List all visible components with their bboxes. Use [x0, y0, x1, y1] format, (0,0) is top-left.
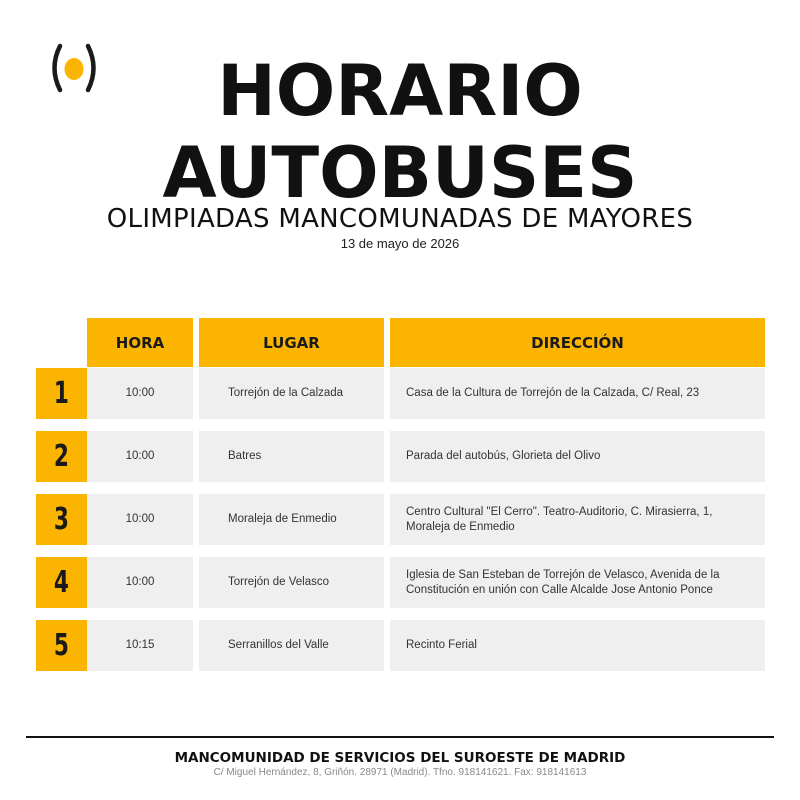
- direccion-cell: Centro Cultural "El Cerro". Teatro-Auditorio, C. Mirasierra, 1, Moraleja de Enmedio: [390, 494, 765, 545]
- column-header-lugar: LUGAR: [199, 318, 384, 367]
- hora-cell: 10:00: [87, 431, 193, 482]
- row-number-badge: 4: [36, 557, 87, 608]
- direccion-cell: Iglesia de San Esteban de Torrejón de Velasco, Avenida de la Constitución en unión con Calle Alcalde Jose Antonio Ponce: [390, 557, 765, 608]
- row-number-badge: 5: [36, 620, 87, 671]
- hora-cell: 10:15: [87, 620, 193, 671]
- event-subtitle: OLIMPIADAS MANCOMUNADAS DE MAYORES: [106, 204, 694, 234]
- lugar-cell: Serranillos del Valle: [199, 620, 384, 671]
- footer-address: C/ Miguel Hernández, 8, Griñón. 28971 (Madrid). Tfno. 918141621. Fax: 918141613: [213, 767, 587, 778]
- table-row: [0, 494, 800, 545]
- lugar-cell: Batres: [199, 431, 384, 482]
- row-number-badge: 3: [36, 494, 87, 545]
- table-row: [0, 557, 800, 608]
- lugar-cell: Moraleja de Enmedio: [199, 494, 384, 545]
- hora-cell: 10:00: [87, 494, 193, 545]
- lugar-cell: Torrejón de Velasco: [199, 557, 384, 608]
- footer-divider: [26, 736, 774, 738]
- footer-organization: MANCOMUNIDAD DE SERVICIOS DEL SUROESTE DE MADRID: [174, 750, 626, 766]
- table-row: [0, 620, 800, 671]
- direccion-cell: Parada del autobús, Glorieta del Olivo: [390, 431, 765, 482]
- hora-cell: 10:00: [87, 368, 193, 419]
- direccion-cell: Casa de la Cultura de Torrejón de la Calzada, C/ Real, 23: [390, 368, 765, 419]
- column-header-hora: HORA: [87, 318, 193, 367]
- row-number-badge: 1: [36, 368, 87, 419]
- lugar-cell: Torrejón de la Calzada: [199, 368, 384, 419]
- direccion-cell: Recinto Ferial: [390, 620, 765, 671]
- column-header-direccion: DIRECCIÓN: [390, 318, 765, 367]
- hora-cell: 10:00: [87, 557, 193, 608]
- page-title-line-1: HORARIO: [217, 50, 583, 132]
- table-row: [0, 431, 800, 482]
- row-number-badge: 2: [36, 431, 87, 482]
- event-date: 13 de mayo de 2026: [340, 236, 460, 251]
- page-title-line-2: AUTOBUSES: [162, 132, 638, 214]
- table-row: [0, 368, 800, 419]
